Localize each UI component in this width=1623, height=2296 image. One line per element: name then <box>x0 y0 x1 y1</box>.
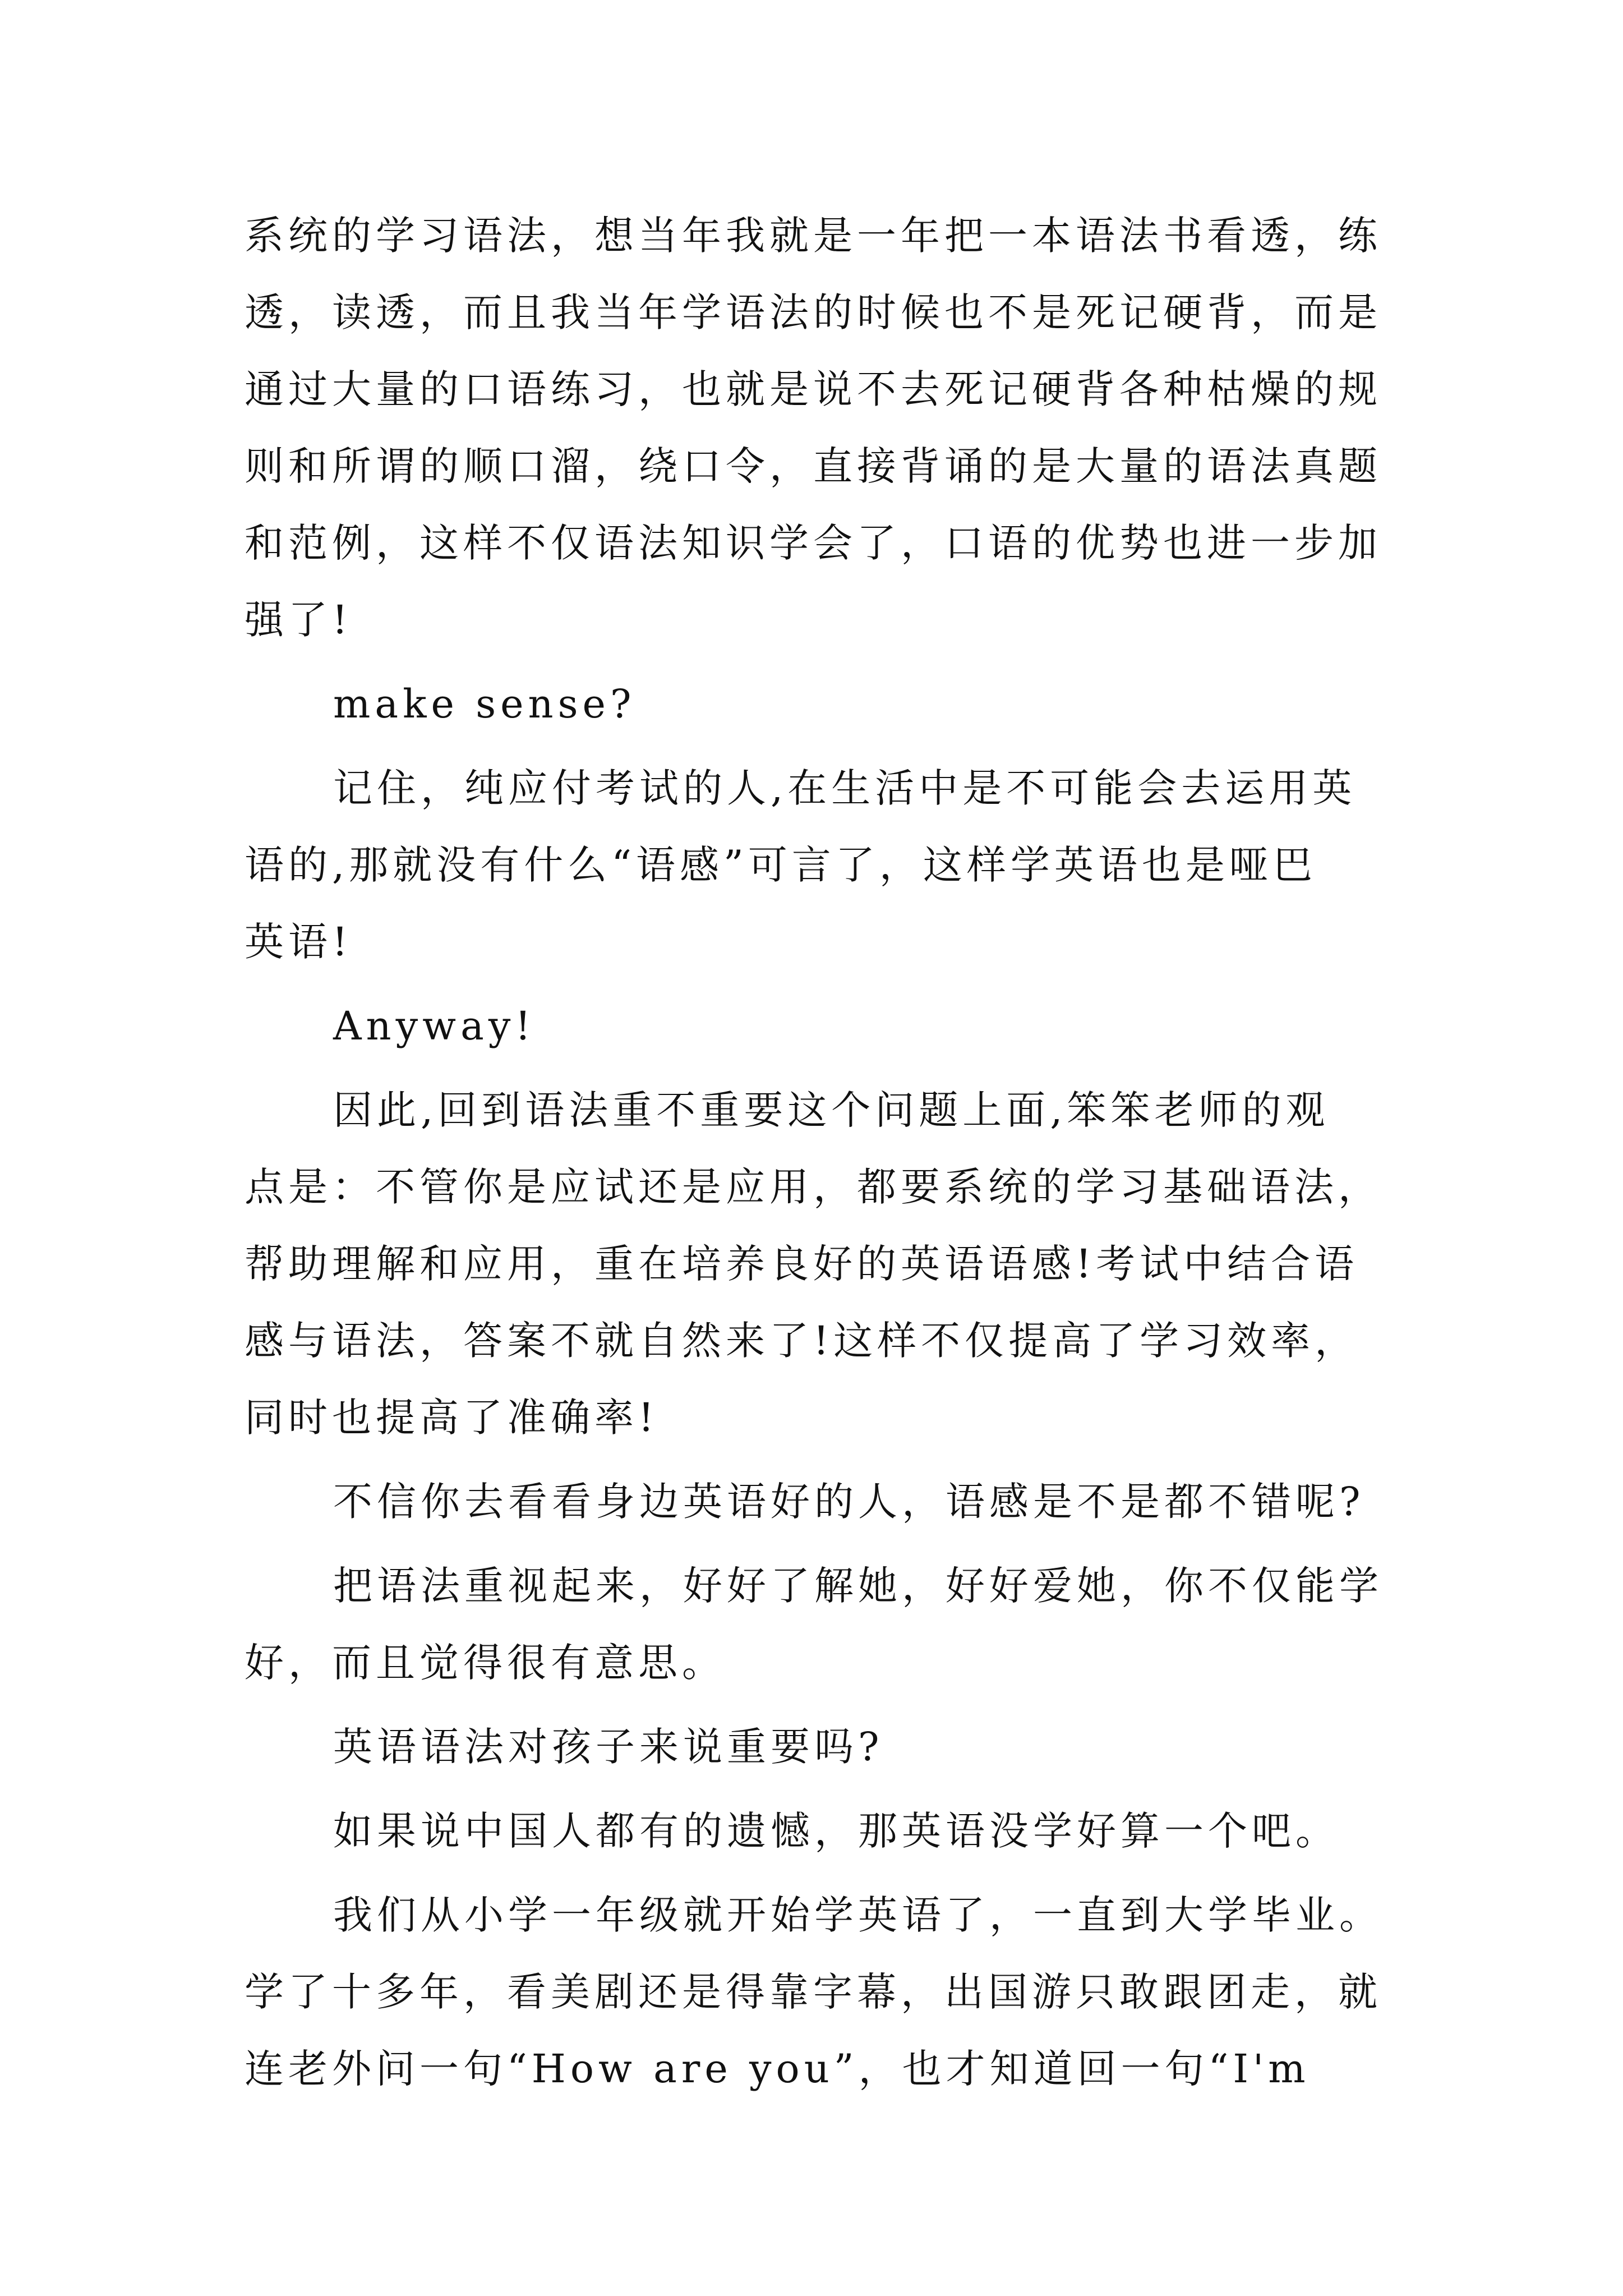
text-line: 语的,那就没有什么“语感”可言了，这样学英语也是哑巴 <box>245 842 1317 888</box>
text-line: 英语! <box>245 919 353 965</box>
text-line: 学了十多年，看美剧还是得靠字幕，出国游只敢跟团走，就 <box>245 1969 1382 2015</box>
text-line: 我们从小学一年级就开始学英语了，一直到大学毕业。 <box>333 1892 1383 1938</box>
text-line: 感与语法，答案不就自然来了!这样不仅提高了学习效率， <box>245 1318 1359 1364</box>
text-line: 强了! <box>245 597 353 643</box>
text-line: 和范例，这样不仅语法知识学会了，口语的优势也进一步加 <box>245 520 1382 566</box>
text-line: 记住，纯应付考试的人,在生活中是不可能会去运用英 <box>333 765 1357 811</box>
text-line: 因此,回到语法重不重要这个问题上面,笨笨老师的观 <box>333 1087 1330 1133</box>
text-line: 如果说中国人都有的遗憾，那英语没学好算一个吧。 <box>333 1808 1339 1854</box>
text-line: 通过大量的口语练习，也就是说不去死记硬背各种枯燥的规 <box>245 366 1382 412</box>
text-line: 把语法重视起来，好好了解她，好好爱她，你不仅能学 <box>333 1563 1383 1609</box>
text-line: 连老外问一句“How are you”，也才知道回一句“I'm <box>245 2046 1310 2092</box>
text-line: 不信你去看看身边英语好的人，语感是不是都不错呢? <box>333 1479 1365 1525</box>
text-line: 英语语法对孩子来说重要吗? <box>333 1724 884 1770</box>
text-line: 系统的学习语法，想当年我就是一年把一本语法书看透，练 <box>245 213 1382 259</box>
text-line: Anyway! <box>333 1003 536 1049</box>
text-line: make sense? <box>333 681 636 727</box>
text-line: 同时也提高了准确率! <box>245 1395 659 1441</box>
text-line: 则和所谓的顺口溜，绕口令，直接背诵的是大量的语法真题 <box>245 443 1382 489</box>
document-body <box>245 197 1383 2108</box>
text-line: 透，读透，而且我当年学语法的时候也不是死记硬背，而是 <box>245 289 1382 335</box>
text-line: 帮助理解和应用，重在培养良好的英语语感!考试中结合语 <box>245 1241 1359 1287</box>
text-line: 点是：不管你是应试还是应用，都要系统的学习基础语法， <box>245 1164 1382 1210</box>
text-line: 好，而且觉得很有意思。 <box>245 1640 726 1686</box>
